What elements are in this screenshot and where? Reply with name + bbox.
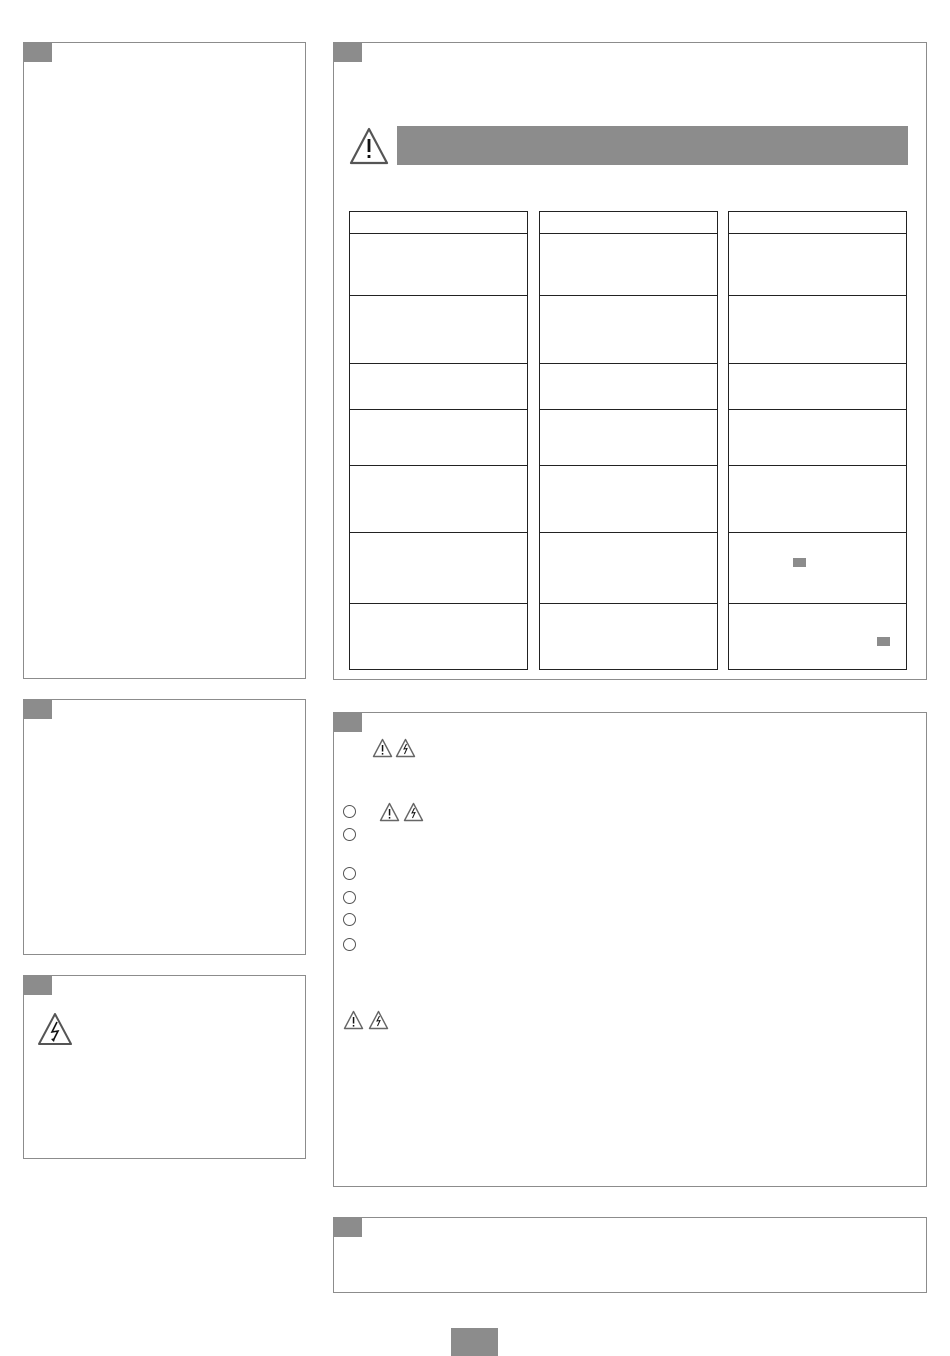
electric-shock-icon [37,1012,73,1046]
table-row-divider [540,603,717,604]
section-panel-left-1 [23,42,306,679]
table-row-divider [540,363,717,364]
section-panel-warning-table [333,42,927,680]
electric-shock-icon [395,738,416,758]
warning-header-bar [397,126,908,165]
page-number-box [451,1328,498,1356]
step-circle-icon [343,828,356,841]
section-tag [334,43,362,62]
table-row-divider [729,532,906,533]
reference-marker [793,558,806,567]
table-row-divider [350,295,527,296]
section-tag [24,976,52,995]
table-row-divider [350,465,527,466]
step-circle-icon [343,938,356,951]
table-row-divider [729,465,906,466]
section-tag [24,43,52,62]
table-column-3 [728,211,907,670]
warning-triangle-icon [343,1010,364,1030]
table-row-divider [350,532,527,533]
warning-triangle-icon [379,802,400,822]
table-column-1 [349,211,528,670]
table-column-2 [539,211,718,670]
table-row-divider [350,363,527,364]
step-circle-icon [343,913,356,926]
step-circle-icon [343,805,356,818]
table-row-divider [540,465,717,466]
step-circle-icon [343,867,356,880]
table-row-divider [729,409,906,410]
section-tag [24,700,52,719]
table-row-divider [729,603,906,604]
table-row-divider [729,295,906,296]
table-row-divider [540,295,717,296]
warning-triangle-icon [372,738,393,758]
table-header-divider [729,233,906,234]
section-tag [334,713,362,732]
table-row-divider [350,409,527,410]
section-panel-left-2 [23,699,306,955]
warning-triangle-icon [349,127,389,165]
electric-shock-icon [368,1010,389,1030]
table-row-divider [729,363,906,364]
table-header-divider [540,233,717,234]
table-header-divider [350,233,527,234]
section-panel-steps [333,712,927,1187]
section-tag [334,1218,362,1237]
reference-marker [877,637,890,646]
section-panel-bottom [333,1217,927,1293]
table-row-divider [540,409,717,410]
table-row-divider [350,603,527,604]
electric-shock-icon [403,802,424,822]
section-panel-left-3 [23,975,306,1159]
step-circle-icon [343,891,356,904]
table-row-divider [540,532,717,533]
